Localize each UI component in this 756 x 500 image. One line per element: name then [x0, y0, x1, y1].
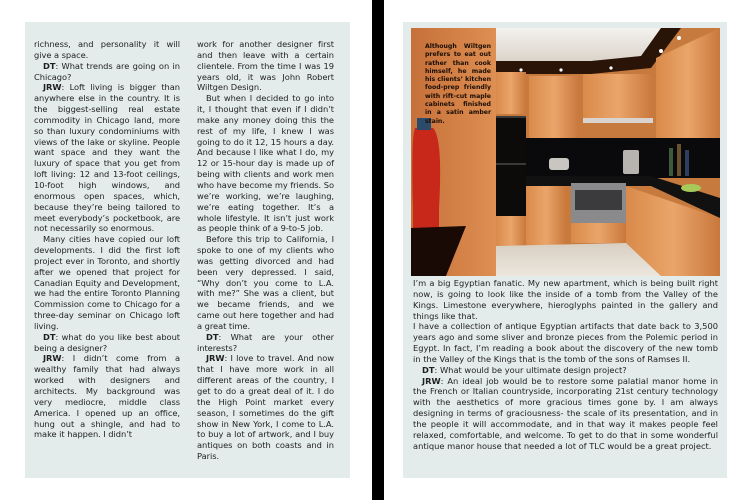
- paragraph-text: : What are your other interests?: [197, 331, 334, 353]
- left-page: [25, 22, 350, 478]
- right-page-text: [413, 278, 718, 452]
- paragraph-text: But when I decided to go into it, I thought that even if I didn’t make any money doing this the rest of my life, I knew I was going to do it 12, 15 hours a day. And because I like what I do, my 12 or 15-hour day is made up of being with clients and work men who have become my friends. So we’re working, we’re laughing, we’re eating together. It’s a whole lifestyle. It isn’t just work as people think of a 9-to-5 job.: [197, 93, 334, 234]
- paragraph-text: : Loft living is bigger than anywhere else in the country. It is the biggest-selling real estate commodity in Chicago land, more so than luxury condominiums with views of the lake or skyline. People want space and they want the luxury of space that you get from loft living: 12 and 13-foot ceilings, 10-foot high windows, and enormous open spaces, which, because they’re being tailored to meet everybody’s pocketbook, are not necessarily so enormous.: [34, 82, 180, 234]
- paragraph: [34, 61, 180, 83]
- paragraph: [413, 321, 718, 364]
- kitchen-photo: [411, 28, 720, 276]
- paragraph-text: : What would be your ultimate design project?: [434, 364, 627, 375]
- speaker-label: JRW: [43, 82, 62, 93]
- paragraph: [197, 93, 334, 234]
- paragraph: [413, 365, 718, 376]
- left-column-2: [197, 39, 334, 462]
- right-page: [403, 22, 727, 478]
- paragraph-text: : what do you like best about being a designer?: [34, 331, 180, 353]
- paragraph-text: : I love to travel. And now that I have more work in all different areas of the country, I get to do a great deal of it. I do the High Point market every season, I sometimes do the gift show in New York, I come to L.A. to buy a lot of artwork, and I buy antiques on both coasts and in Paris.: [197, 353, 334, 462]
- paragraph-text: : An ideal job would be to restore some palatial manor home in the French or Italian countryside, incorporating 21st century technology with the aesthetics of more gracious times gone by. I am always designing in terms of graciousness- the scale of its presentation, and in the people it will accommodate, and in that way it makes people feel relaxed, comfortable, and welcome. To get to do that in some wonderful antique manor house that needed a lot of TLC would be a great project.: [413, 375, 718, 451]
- paragraph-text: work for another designer first and then leave with a certain clientele. From the time I was 19 years old, it was John Robert Wiltgen Design.: [197, 39, 334, 93]
- paragraph-text: I’m a big Egyptian fanatic. My new apartment, which is being built right now, is going to look like the inside of a tomb from the Valley of the Kings. Limestone everywhere, hieroglyphs painted in the gallery and things like that.: [413, 278, 718, 321]
- paragraph: [34, 353, 180, 440]
- paragraph-text: : I didn’t come from a wealthy family that had always worked with designers and architects. My background was very mediocre, middle class America. I opened up an office, hung out a shingle, and had to make it happen. I didn’t: [34, 353, 180, 440]
- speaker-label: DT: [206, 331, 219, 342]
- speaker-label: DT: [43, 60, 56, 71]
- page-divider: [372, 0, 384, 500]
- paragraph: [34, 234, 180, 332]
- paragraph-text: Many cities have copied our loft developments. I did the first loft project ever in Toronto, and shortly after we opened that project for Canadian Equity and Development, we had the entire Toronto Planning Commission come to Chicago for a three-day seminar on Chicago loft living.: [34, 234, 180, 331]
- speaker-label: DT: [422, 364, 435, 375]
- paragraph: [197, 39, 334, 93]
- paragraph: [413, 376, 718, 452]
- left-column-1: [34, 39, 180, 440]
- speaker-label: JRW: [206, 353, 225, 364]
- paragraph-text: I have a collection of antique Egyptian artifacts that date back to 3,500 years ago and some sliver and bronze pieces from the Polemic period in Egypt. In fact, I’m reading a book about the discovery of the new tomb in the Valley of the Kings that is the tomb of the sons of Ramses II.: [413, 321, 718, 364]
- speaker-label: JRW: [43, 353, 62, 364]
- speaker-label: DT: [43, 331, 56, 342]
- paragraph: [34, 39, 180, 61]
- paragraph-text: : What trends are going on in Chicago?: [34, 60, 180, 82]
- paragraph: [34, 332, 180, 354]
- paragraph: [197, 234, 334, 332]
- paragraph: [413, 278, 718, 321]
- image-caption: Although Wiltgen prefers to eat out rather than cook himself, he made his clients’ kitchen food-prep friendly with rift-cut maple cabinets finished in a satin amber stain.: [425, 43, 491, 125]
- paragraph: [197, 353, 334, 461]
- speaker-label: JRW: [422, 375, 441, 386]
- paragraph: [197, 332, 334, 354]
- paragraph-text: richness, and personality it will give a space.: [34, 39, 180, 60]
- paragraph-text: Before this trip to California, I spoke to one of my clients who was getting divorced and had been very depressed. I said, “Why don’t you come to L.A. with me?” She was a client, but we became friends, and we came out here together and had a great time.: [197, 234, 334, 331]
- paragraph: [34, 82, 180, 234]
